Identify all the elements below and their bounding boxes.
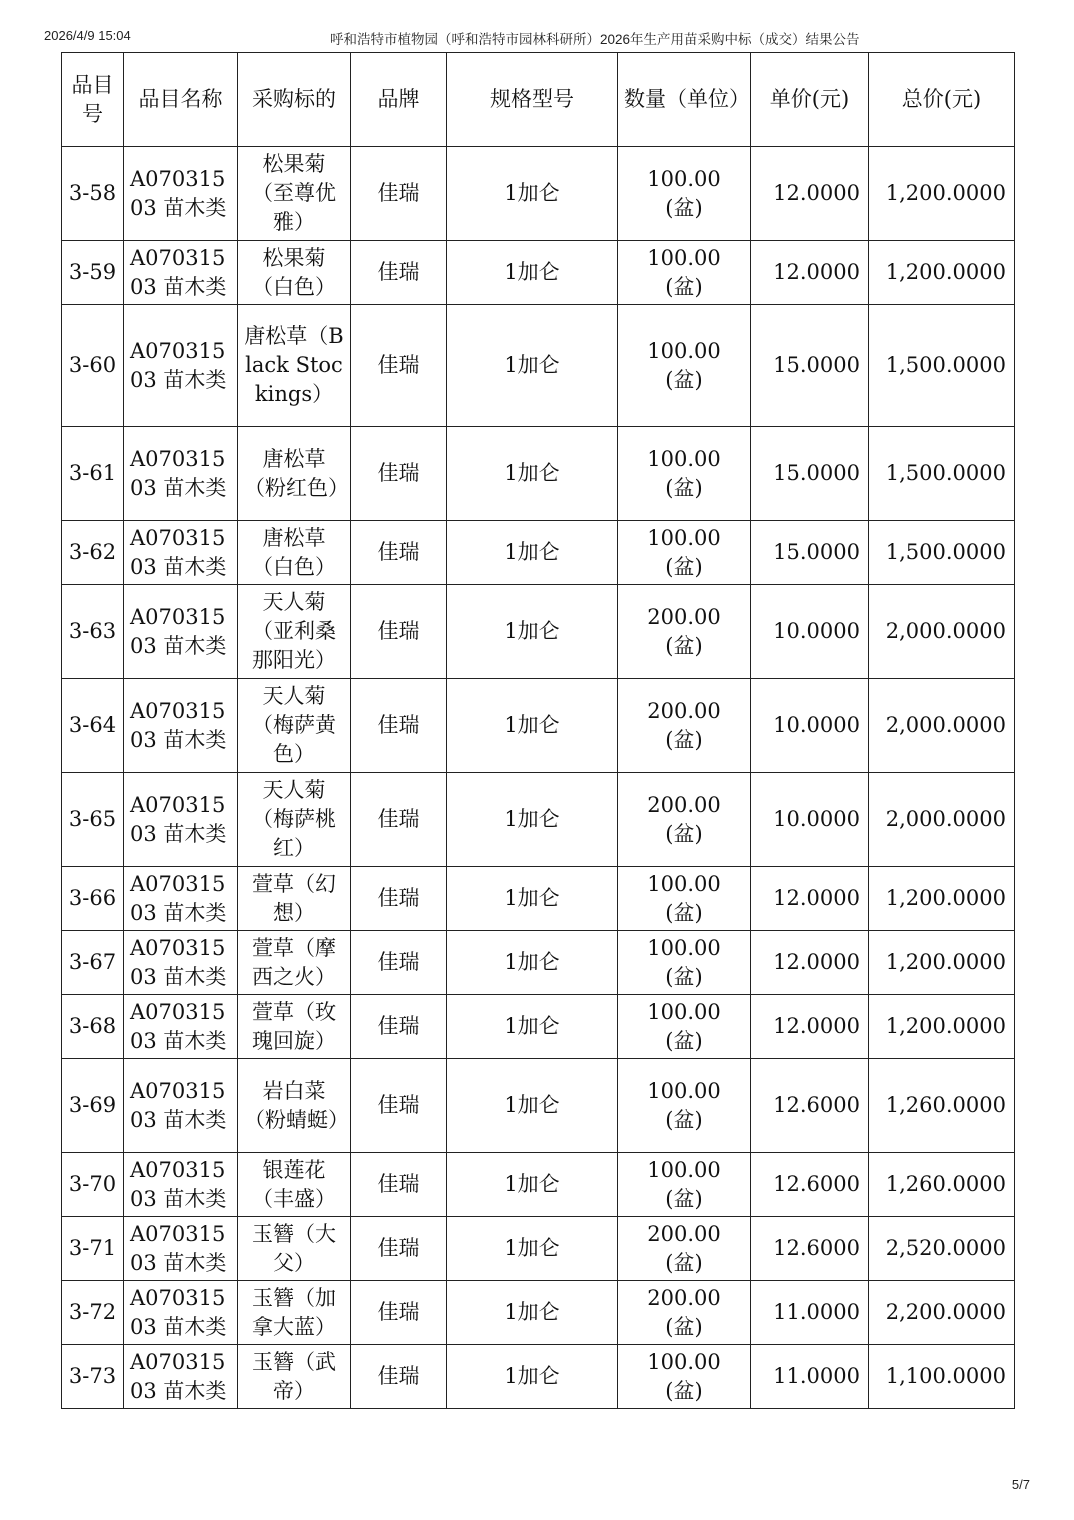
item-no-cell: 3-67 xyxy=(62,931,124,995)
spec-cell: 1加仑 xyxy=(447,1345,618,1409)
spec-cell: 1加仑 xyxy=(447,1153,618,1217)
quantity-unit: (盆) xyxy=(665,964,703,989)
unit-price-cell: 12.0000 xyxy=(751,867,869,931)
quantity-unit: (盆) xyxy=(665,633,703,658)
total-price-cell: 1,500.0000 xyxy=(869,521,1015,585)
col-header-spec: 规格型号 xyxy=(447,53,618,147)
unit-price-cell: 12.0000 xyxy=(751,995,869,1059)
brand-cell: 佳瑞 xyxy=(351,1153,447,1217)
quantity-cell xyxy=(618,241,751,305)
category-cell: A07031503 苗木类 xyxy=(124,995,238,1059)
total-price-cell: 1,200.0000 xyxy=(869,241,1015,305)
item-no-cell: 3-62 xyxy=(62,521,124,585)
category-cell: A07031503 苗木类 xyxy=(124,931,238,995)
procurement-target-cell: 玉簪（加拿大蓝） xyxy=(238,1281,351,1345)
quantity-value: 200.00 xyxy=(647,1221,721,1246)
brand-cell: 佳瑞 xyxy=(351,521,447,585)
item-no-cell: 3-63 xyxy=(62,585,124,679)
spec-cell: 1加仑 xyxy=(447,585,618,679)
item-no-cell: 3-69 xyxy=(62,1059,124,1153)
category-cell: A07031503 苗木类 xyxy=(124,585,238,679)
quantity-value: 200.00 xyxy=(647,604,721,629)
table-row xyxy=(62,147,1015,241)
spec-cell: 1加仑 xyxy=(447,241,618,305)
quantity-cell xyxy=(618,995,751,1059)
category-cell: A07031503 苗木类 xyxy=(124,1281,238,1345)
unit-price-cell: 12.0000 xyxy=(751,931,869,995)
total-price-cell: 2,520.0000 xyxy=(869,1217,1015,1281)
procurement-target-cell: 萱草（摩西之火） xyxy=(238,931,351,995)
procurement-target-cell: 唐松草（Black Stockings） xyxy=(238,305,351,427)
procurement-target-cell: 银莲花（丰盛） xyxy=(238,1153,351,1217)
unit-price-cell: 11.0000 xyxy=(751,1281,869,1345)
procurement-target-cell: 萱草（玫瑰回旋） xyxy=(238,995,351,1059)
total-price-cell: 1,100.0000 xyxy=(869,1345,1015,1409)
brand-cell: 佳瑞 xyxy=(351,1217,447,1281)
col-header-brand: 品牌 xyxy=(351,53,447,147)
table-row xyxy=(62,679,1015,773)
quantity-unit: (盆) xyxy=(665,1250,703,1275)
quantity-unit: (盆) xyxy=(665,727,703,752)
total-price-cell: 1,500.0000 xyxy=(869,305,1015,427)
quantity-value: 100.00 xyxy=(647,935,721,960)
spec-cell: 1加仑 xyxy=(447,679,618,773)
total-price-cell: 1,260.0000 xyxy=(869,1059,1015,1153)
quantity-cell xyxy=(618,773,751,867)
quantity-value: 200.00 xyxy=(647,1285,721,1310)
quantity-unit: (盆) xyxy=(665,821,703,846)
table-row xyxy=(62,585,1015,679)
document-title: 呼和浩特市植物园（呼和浩特市园林科研所）2026年生产用苗采购中标（成交）结果公告 xyxy=(330,32,860,47)
item-no-cell: 3-72 xyxy=(62,1281,124,1345)
quantity-value: 100.00 xyxy=(647,245,721,270)
item-no-cell: 3-73 xyxy=(62,1345,124,1409)
procurement-target-cell: 唐松草（粉红色） xyxy=(238,427,351,521)
total-price-cell: 2,200.0000 xyxy=(869,1281,1015,1345)
quantity-cell xyxy=(618,521,751,585)
unit-price-cell: 10.0000 xyxy=(751,679,869,773)
total-price-cell: 2,000.0000 xyxy=(869,585,1015,679)
spec-cell: 1加仑 xyxy=(447,867,618,931)
category-cell: A07031503 苗木类 xyxy=(124,1153,238,1217)
category-cell: A07031503 苗木类 xyxy=(124,241,238,305)
table-row xyxy=(62,1281,1015,1345)
quantity-value: 200.00 xyxy=(647,698,721,723)
table-row xyxy=(62,867,1015,931)
spec-cell: 1加仑 xyxy=(447,1059,618,1153)
brand-cell: 佳瑞 xyxy=(351,773,447,867)
quantity-cell xyxy=(618,147,751,241)
brand-cell: 佳瑞 xyxy=(351,1281,447,1345)
item-no-cell: 3-70 xyxy=(62,1153,124,1217)
brand-cell: 佳瑞 xyxy=(351,1059,447,1153)
col-header-unit-price: 单价(元) xyxy=(751,53,869,147)
category-cell: A07031503 苗木类 xyxy=(124,521,238,585)
item-no-cell: 3-64 xyxy=(62,679,124,773)
quantity-value: 100.00 xyxy=(647,1157,721,1182)
brand-cell: 佳瑞 xyxy=(351,679,447,773)
procurement-target-cell: 天人菊（亚利桑那阳光） xyxy=(238,585,351,679)
spec-cell: 1加仑 xyxy=(447,1281,618,1345)
category-cell: A07031503 苗木类 xyxy=(124,773,238,867)
total-price-cell: 1,200.0000 xyxy=(869,931,1015,995)
table-row xyxy=(62,1345,1015,1409)
quantity-unit: (盆) xyxy=(665,1314,703,1339)
category-cell: A07031503 苗木类 xyxy=(124,1345,238,1409)
procurement-target-cell: 岩白菜（粉蜻蜓） xyxy=(238,1059,351,1153)
table-header-row xyxy=(62,53,1015,147)
unit-price-cell: 15.0000 xyxy=(751,521,869,585)
quantity-cell xyxy=(618,1217,751,1281)
unit-price-cell: 11.0000 xyxy=(751,1345,869,1409)
quantity-cell xyxy=(618,679,751,773)
item-no-cell: 3-68 xyxy=(62,995,124,1059)
total-price-cell: 1,260.0000 xyxy=(869,1153,1015,1217)
quantity-unit: (盆) xyxy=(665,367,703,392)
col-header-item-no: 品目号 xyxy=(62,53,124,147)
unit-price-cell: 15.0000 xyxy=(751,305,869,427)
procurement-target-cell: 玉簪（武帝） xyxy=(238,1345,351,1409)
page-number: 5/7 xyxy=(1011,1477,1030,1492)
table-row xyxy=(62,1059,1015,1153)
unit-price-cell: 12.0000 xyxy=(751,241,869,305)
quantity-cell xyxy=(618,427,751,521)
quantity-value: 100.00 xyxy=(647,525,721,550)
brand-cell: 佳瑞 xyxy=(351,1345,447,1409)
quantity-value: 100.00 xyxy=(647,166,721,191)
spec-cell: 1加仑 xyxy=(447,427,618,521)
procurement-target-cell: 唐松草（白色） xyxy=(238,521,351,585)
quantity-unit: (盆) xyxy=(665,1028,703,1053)
category-cell: A07031503 苗木类 xyxy=(124,1217,238,1281)
brand-cell: 佳瑞 xyxy=(351,995,447,1059)
item-no-cell: 3-61 xyxy=(62,427,124,521)
procurement-target-cell: 天人菊（梅萨桃红） xyxy=(238,773,351,867)
unit-price-cell: 10.0000 xyxy=(751,585,869,679)
spec-cell: 1加仑 xyxy=(447,773,618,867)
category-cell: A07031503 苗木类 xyxy=(124,867,238,931)
quantity-cell xyxy=(618,1059,751,1153)
quantity-value: 100.00 xyxy=(647,338,721,363)
item-no-cell: 3-71 xyxy=(62,1217,124,1281)
brand-cell: 佳瑞 xyxy=(351,427,447,521)
quantity-unit: (盆) xyxy=(665,274,703,299)
print-datetime: 2026/4/9 15:04 xyxy=(44,28,131,43)
procurement-target-cell: 松果菊（白色） xyxy=(238,241,351,305)
procurement-target-cell: 松果菊（至尊优雅） xyxy=(238,147,351,241)
table-body xyxy=(62,147,1015,1409)
table-row xyxy=(62,241,1015,305)
quantity-value: 100.00 xyxy=(647,1349,721,1374)
procurement-target-cell: 玉簪（大父） xyxy=(238,1217,351,1281)
spec-cell: 1加仑 xyxy=(447,995,618,1059)
table-row xyxy=(62,305,1015,427)
quantity-unit: (盆) xyxy=(665,195,703,220)
col-header-quantity: 数量（单位） xyxy=(618,53,751,147)
total-price-cell: 2,000.0000 xyxy=(869,773,1015,867)
category-cell: A07031503 苗木类 xyxy=(124,147,238,241)
item-no-cell: 3-59 xyxy=(62,241,124,305)
table-row xyxy=(62,427,1015,521)
item-no-cell: 3-60 xyxy=(62,305,124,427)
total-price-cell: 1,200.0000 xyxy=(869,147,1015,241)
category-cell: A07031503 苗木类 xyxy=(124,427,238,521)
table-row xyxy=(62,995,1015,1059)
unit-price-cell: 10.0000 xyxy=(751,773,869,867)
spec-cell: 1加仑 xyxy=(447,931,618,995)
quantity-cell xyxy=(618,1345,751,1409)
table-row xyxy=(62,773,1015,867)
category-cell: A07031503 苗木类 xyxy=(124,305,238,427)
total-price-cell: 1,200.0000 xyxy=(869,867,1015,931)
spec-cell: 1加仑 xyxy=(447,305,618,427)
item-no-cell: 3-66 xyxy=(62,867,124,931)
brand-cell: 佳瑞 xyxy=(351,147,447,241)
col-header-total-price: 总价(元) xyxy=(869,53,1015,147)
unit-price-cell: 12.6000 xyxy=(751,1217,869,1281)
total-price-cell: 2,000.0000 xyxy=(869,679,1015,773)
spec-cell: 1加仑 xyxy=(447,521,618,585)
item-no-cell: 3-58 xyxy=(62,147,124,241)
quantity-unit: (盆) xyxy=(665,554,703,579)
quantity-unit: (盆) xyxy=(665,475,703,500)
unit-price-cell: 15.0000 xyxy=(751,427,869,521)
quantity-cell xyxy=(618,305,751,427)
procurement-results-table xyxy=(61,52,1015,1409)
col-header-procurement-target: 采购标的 xyxy=(238,53,351,147)
brand-cell: 佳瑞 xyxy=(351,305,447,427)
brand-cell: 佳瑞 xyxy=(351,931,447,995)
quantity-value: 200.00 xyxy=(647,792,721,817)
quantity-value: 100.00 xyxy=(647,446,721,471)
unit-price-cell: 12.6000 xyxy=(751,1153,869,1217)
spec-cell: 1加仑 xyxy=(447,147,618,241)
item-no-cell: 3-65 xyxy=(62,773,124,867)
quantity-value: 100.00 xyxy=(647,871,721,896)
total-price-cell: 1,500.0000 xyxy=(869,427,1015,521)
unit-price-cell: 12.6000 xyxy=(751,1059,869,1153)
procurement-target-cell: 天人菊（梅萨黄色） xyxy=(238,679,351,773)
category-cell: A07031503 苗木类 xyxy=(124,679,238,773)
quantity-cell xyxy=(618,1281,751,1345)
brand-cell: 佳瑞 xyxy=(351,585,447,679)
quantity-value: 100.00 xyxy=(647,1078,721,1103)
category-cell: A07031503 苗木类 xyxy=(124,1059,238,1153)
table-row xyxy=(62,931,1015,995)
procurement-target-cell: 萱草（幻想） xyxy=(238,867,351,931)
col-header-category: 品目名称 xyxy=(124,53,238,147)
quantity-cell xyxy=(618,585,751,679)
brand-cell: 佳瑞 xyxy=(351,867,447,931)
quantity-cell xyxy=(618,931,751,995)
quantity-value: 100.00 xyxy=(647,999,721,1024)
unit-price-cell: 12.0000 xyxy=(751,147,869,241)
quantity-unit: (盆) xyxy=(665,1107,703,1132)
table-row xyxy=(62,1153,1015,1217)
table-row xyxy=(62,1217,1015,1281)
quantity-unit: (盆) xyxy=(665,900,703,925)
quantity-unit: (盆) xyxy=(665,1378,703,1403)
total-price-cell: 1,200.0000 xyxy=(869,995,1015,1059)
quantity-cell xyxy=(618,867,751,931)
quantity-unit: (盆) xyxy=(665,1186,703,1211)
quantity-cell xyxy=(618,1153,751,1217)
spec-cell: 1加仑 xyxy=(447,1217,618,1281)
brand-cell: 佳瑞 xyxy=(351,241,447,305)
table-row xyxy=(62,521,1015,585)
